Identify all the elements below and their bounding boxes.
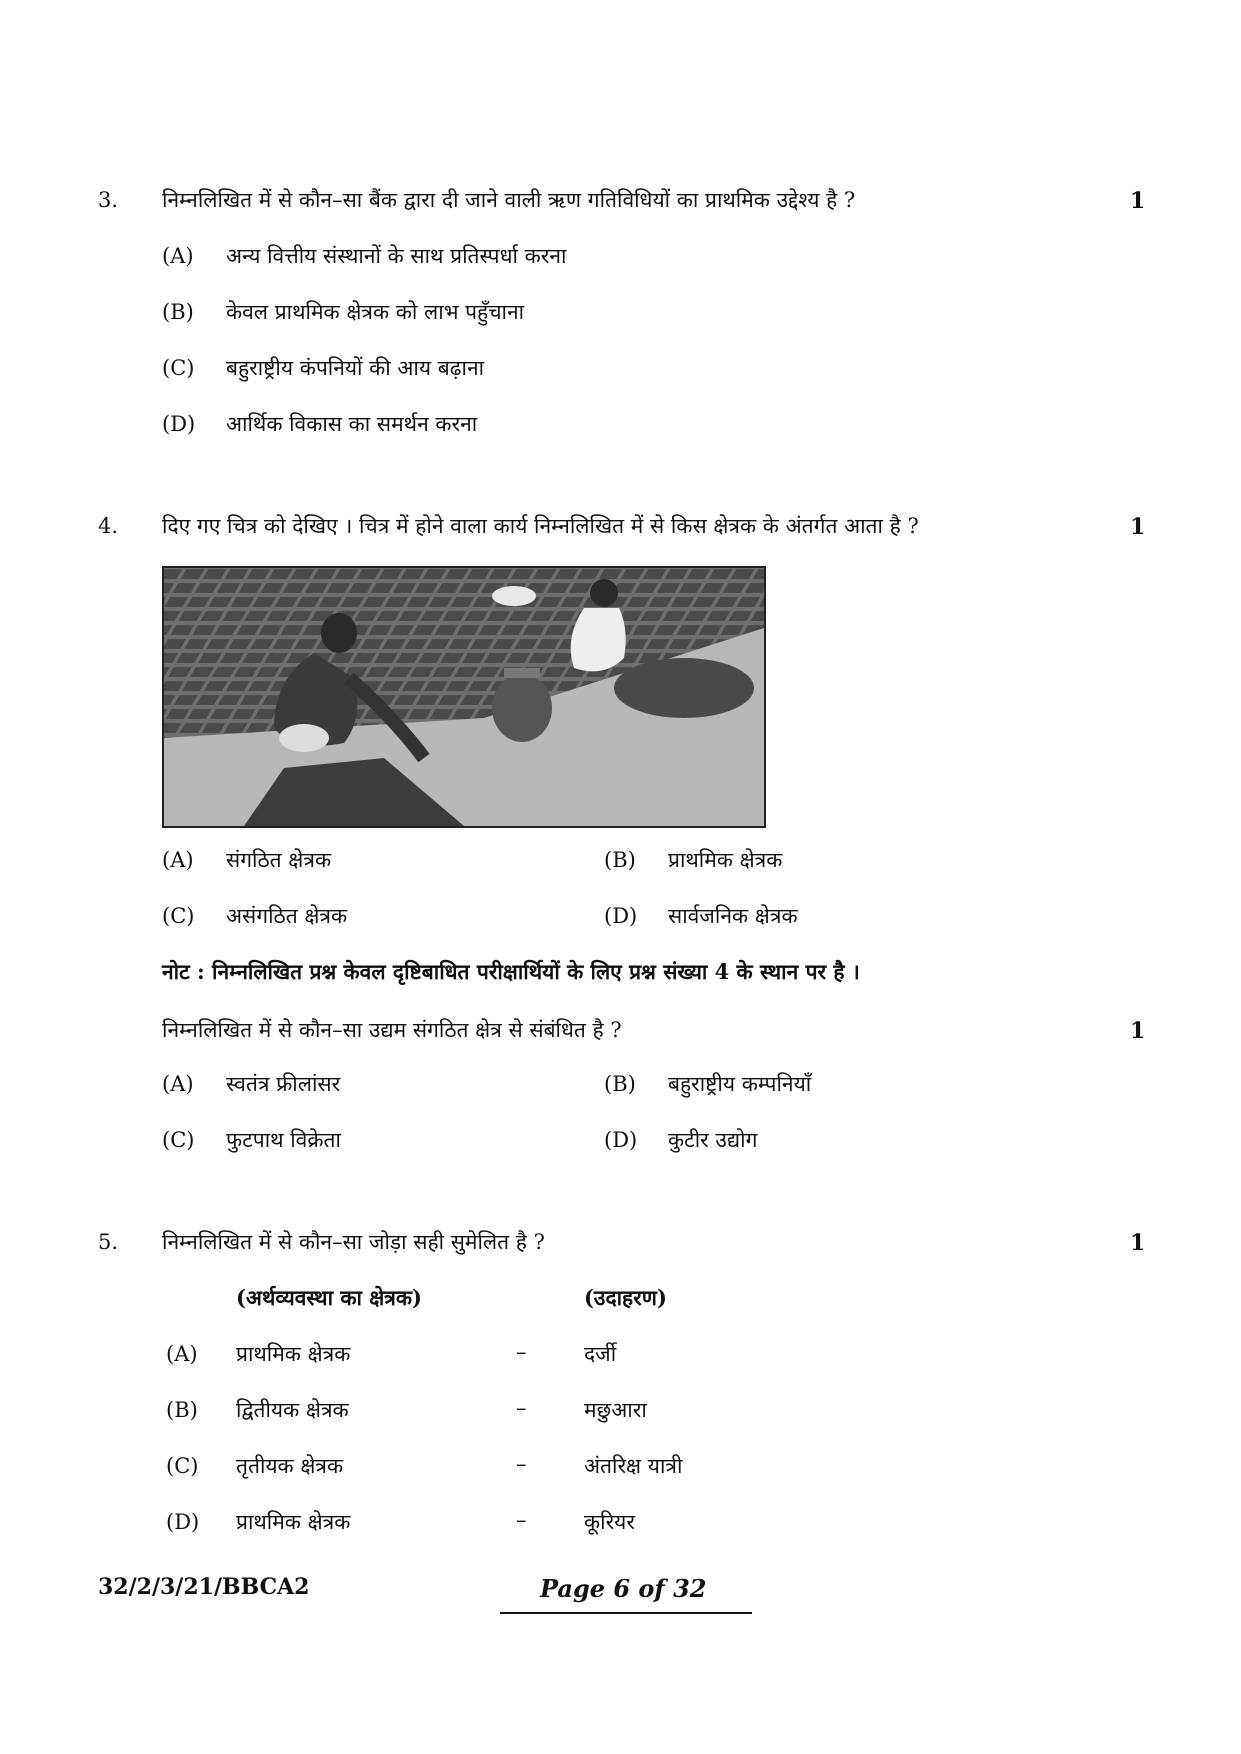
question-5-row-c: (C) तृतीयक क्षेत्रक: [166, 1454, 344, 1478]
alt-question-4-option-d: (D) कुटीर उद्योग: [604, 1128, 758, 1152]
question-5-row-d: (D) प्राथमिक क्षेत्रक: [166, 1510, 351, 1534]
question-5-row-d-example: कूरियर: [584, 1510, 635, 1534]
question-4-option-d: (D) सार्वजनिक क्षेत्रक: [604, 904, 798, 928]
alt-question-4-marks: 1: [1130, 1018, 1146, 1044]
question-5-text: निम्नलिखित में से कौन–सा जोड़ा सही सुमेलित है ?: [162, 1230, 545, 1254]
question-3-marks: 1: [1130, 188, 1146, 214]
question-5-row-a-dash: –: [516, 1340, 527, 1364]
question-5-marks: 1: [1130, 1230, 1146, 1256]
alt-question-4-option-b: (B) बहुराष्ट्रीय कम्पनियाँ: [604, 1072, 812, 1096]
question-4-option-b: (B) प्राथमिक क्षेत्रक: [604, 848, 783, 872]
question-3-option-a: (A) अन्य वित्तीय संस्थानों के साथ प्रतिस्पर्धा करना: [162, 244, 567, 268]
question-4-number: 4.: [98, 514, 119, 538]
question-5-row-c-dash: –: [516, 1452, 527, 1476]
brick-making-photo: [162, 566, 766, 828]
question-5-number: 5.: [98, 1230, 119, 1254]
question-5-header-left: (अर्थव्यवस्था का क्षेत्रक): [236, 1285, 422, 1310]
question-4-text: दिए गए चित्र को देखिए । चित्र में होने वाला कार्य निम्नलिखित में से किस क्षेत्रक के अंतर्गत आता है ?: [162, 514, 919, 538]
question-5-row-b: (B) द्वितीयक क्षेत्रक: [166, 1398, 349, 1422]
page-number: Page 6 of 32: [540, 1574, 707, 1603]
question-3-text: निम्नलिखित में से कौन–सा बैंक द्वारा दी जाने वाली ऋण गतिविधियों का प्राथमिक उद्देश्य है ?: [162, 188, 856, 212]
question-3-option-d: (D) आर्थिक विकास का समर्थन करना: [162, 412, 478, 436]
question-3-option-b: (B) केवल प्राथमिक क्षेत्रक को लाभ पहुँचाना: [162, 300, 525, 324]
alt-question-4-option-a: (A) स्वतंत्र फ्रीलांसर: [162, 1072, 341, 1096]
question-3-number: 3.: [98, 188, 119, 212]
alt-question-4-text: निम्नलिखित में से कौन–सा उद्यम संगठित क्षेत्र से संबंधित है ?: [162, 1018, 622, 1042]
question-4-option-c: (C) असंगठित क्षेत्रक: [162, 904, 348, 928]
question-4-marks: 1: [1130, 514, 1146, 540]
page-number-underline: [500, 1612, 752, 1614]
question-5-row-d-dash: –: [516, 1508, 527, 1532]
alt-question-4-option-c: (C) फुटपाथ विक्रेता: [162, 1128, 341, 1152]
question-5-row-a: (A) प्राथमिक क्षेत्रक: [166, 1342, 351, 1366]
question-4-option-a: (A) संगठित क्षेत्रक: [162, 848, 332, 872]
question-5-row-b-example: मछुआरा: [584, 1398, 647, 1422]
visually-impaired-note: नोट : निम्नलिखित प्रश्न केवल दृष्टिबाधित परीक्षार्थियों के लिए प्रश्न संख्या 4 के स्थान पर है ।: [162, 959, 860, 984]
question-3-option-c: (C) बहुराष्ट्रीय कंपनियों की आय बढ़ाना: [162, 356, 485, 380]
question-5-row-a-example: दर्जी: [584, 1342, 617, 1366]
question-5-row-c-example: अंतरिक्ष यात्री: [584, 1454, 683, 1478]
question-5-header-right: (उदाहरण): [584, 1285, 667, 1310]
paper-code: 32/2/3/21/BBCA2: [98, 1574, 310, 1600]
question-5-row-b-dash: –: [516, 1396, 527, 1420]
